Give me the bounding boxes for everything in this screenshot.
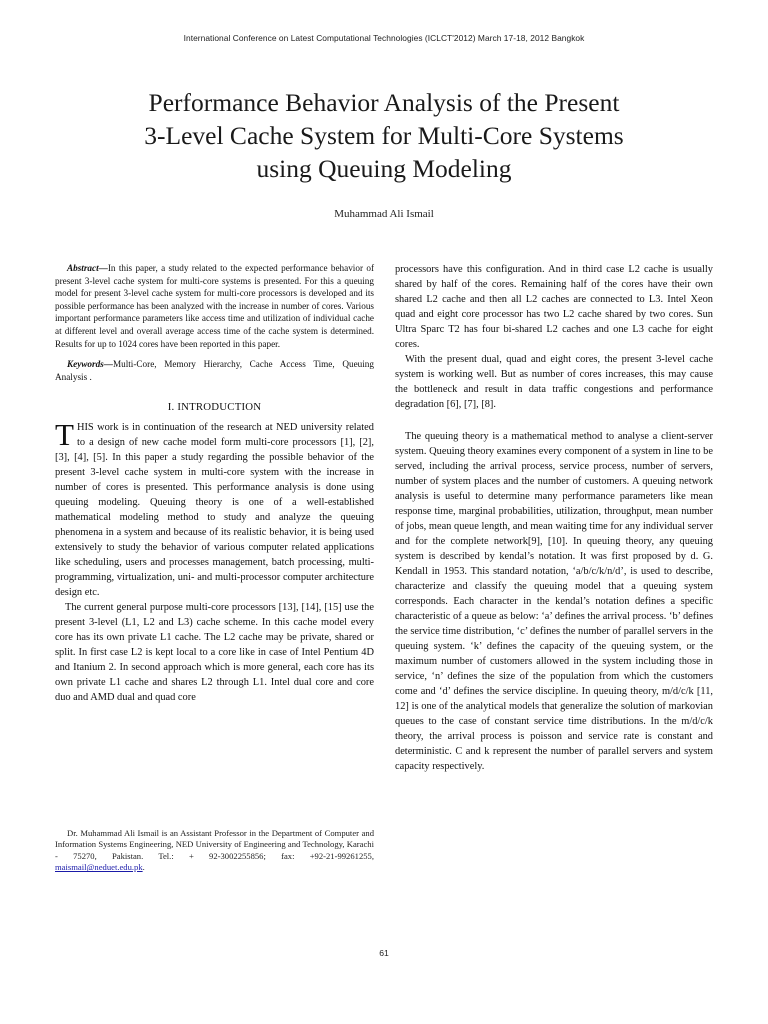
keywords-label: Keywords— [67,359,113,370]
author-email-link[interactable]: maismail@neduet.edu.pk [55,862,143,873]
title-line: Performance Behavior Analysis of the Present [148,88,620,117]
right-column [395,262,713,774]
title-line: using Queuing Modeling [256,154,512,183]
drop-cap: T [55,417,74,453]
left-column [55,262,374,705]
author-footnote [55,828,374,874]
abstract [55,262,374,350]
section-heading-introduction: I. INTRODUCTION [167,401,262,414]
body-paragraph: The queuing theory is a mathematical method to analyse a client-server system. Queuing theory examines every component of a system in line to be served, including the arrival process, service process, number of servers, number of system places and the number of customers. A queuing network analysis is useful to determine many performance parameters like mean response time, marginal probabilities, utilization, throughput, mean number of jobs, mean queue length, and mean waiting time for any individual server and for the complete network[9], [10]. In queuing theory, any queuing system is described by kendal’s notation. It was first proposed by d. G. Kendall in 1953. This standard notation, ‘a/b/c/k/n/d’, is used to describe, characterize and classify the queuing model that a queuing system corresponds. Each character in the kendal’s notation defines a specific characteristic of a queue as below: ‘a’ defines the arrival process. ‘b’ defines the service time distribution, ‘c’ defines the number of parallel servers in the queuing system. ‘k’ defines the capacity of the queuing system, or the maximum number of customers allowed in the system including those in service, ‘n’ defines the size of the population from which the customers come and ‘d’ defines the service discipline. In queuing theory, m/d/c/k [11, 12] is one of the analytical models that generalize the solution of markovian queues to the case of constant service time distributions. In the m/d/c/k theory, the arrival process is poisson and service rate is constant and deterministic. C and k represent the number of parallel servers and system capacity respectively. [395,431,713,772]
body-paragraph: processors have this configuration. And in third case L2 cache is usually shared by half of the cores. Remaining half of the cores have their own shared L2 cache and then all L2 caches are connected to L3. Intel Xeon quad and eight core processor has two L2 cache shared by two cores. Sun Ultra Sparc T2 has four bi-shared L2 caches and one L3 cache for eight cores. [395,264,713,350]
abstract-text: In this paper, a study related to the expected performance behavior of present 3-level cache system for multi-core systems is presented. For this a queuing model for present 3-level cache system for multi-core processors is developed and its possible performance has been analyzed with the increase in number of cores. Various important performance parameters like access time and utilization of individual cache at different level and overall average access time of the cache system is determined. Results for up to 1024 cores have been reported in this paper. [55,263,374,349]
footnote-text: Dr. Muhammad Ali Ismail is an Assistant Professor in the Department of Computer and Information Systems Engineering, NED University of Engineering and Technology, Karachi - 75270, Pakistan. Tel.: + 92-3002255856; fax: +92-21-99261255, [55,828,374,861]
body-paragraph: With the present dual, quad and eight cores, the present 3-level cache system is working well. But as number of cores increases, this may cause the bottleneck and result in data traffic congestions and performance degradation [6], [7], [8]. [395,354,713,410]
abstract-label: Abstract— [67,263,108,273]
page-number: 61 [379,948,389,958]
author-name: Muhammad Ali Ismail [334,208,434,220]
paper-title [74,86,694,185]
title-line: 3-Level Cache System for Multi-Core Systems [144,121,624,150]
intro-paragraph-text: HIS work is in continuation of the research at NED university related to a design of new cache model form multi-core processors [1], [2], [3], [4], [5]. In this paper a study regarding the possible behavior of the present 3-level cache system in multi-core system with the increase in number of cores is presented. This performance analysis is done using queuing modeling. Queuing theory is one of a well-established mathematical modeling method to study and analyze the queuing phenomena in a system and because of its realistic behavior, it is being used extensively to study the behavior of various computer related applications like scheduling, users and processes management, batch processing, multi-programming, virtualization, uni- and multi-processor computer architecture design etc. [55,422,374,599]
intro-paragraph: The current general purpose multi-core processors [13], [14], [15] use the present 3-level (L1, L2 and L3) cache scheme. In this cache model every core has its own private L1 cache. The L2 cache may be private, shared or split. In first case L2 is kept local to a core like in case of Intel Pentium 4D and Itanium 2. In second approach which is more general, each core has its own private L1 cache and shares L2 through L1. Intel dual core and core duo and AMD dual and quad core [55,602,374,704]
footnote-end: . [142,862,145,873]
conference-header: International Conference on Latest Computational Technologies (ICLCT'2012) March 17-18, 2012 Bangkok [183,33,585,43]
keywords [55,358,374,383]
keywords-text: Multi-Core, Memory Hierarchy, Cache Access Time, Queuing Analysis . [55,359,374,382]
intro-paragraph [55,417,374,600]
